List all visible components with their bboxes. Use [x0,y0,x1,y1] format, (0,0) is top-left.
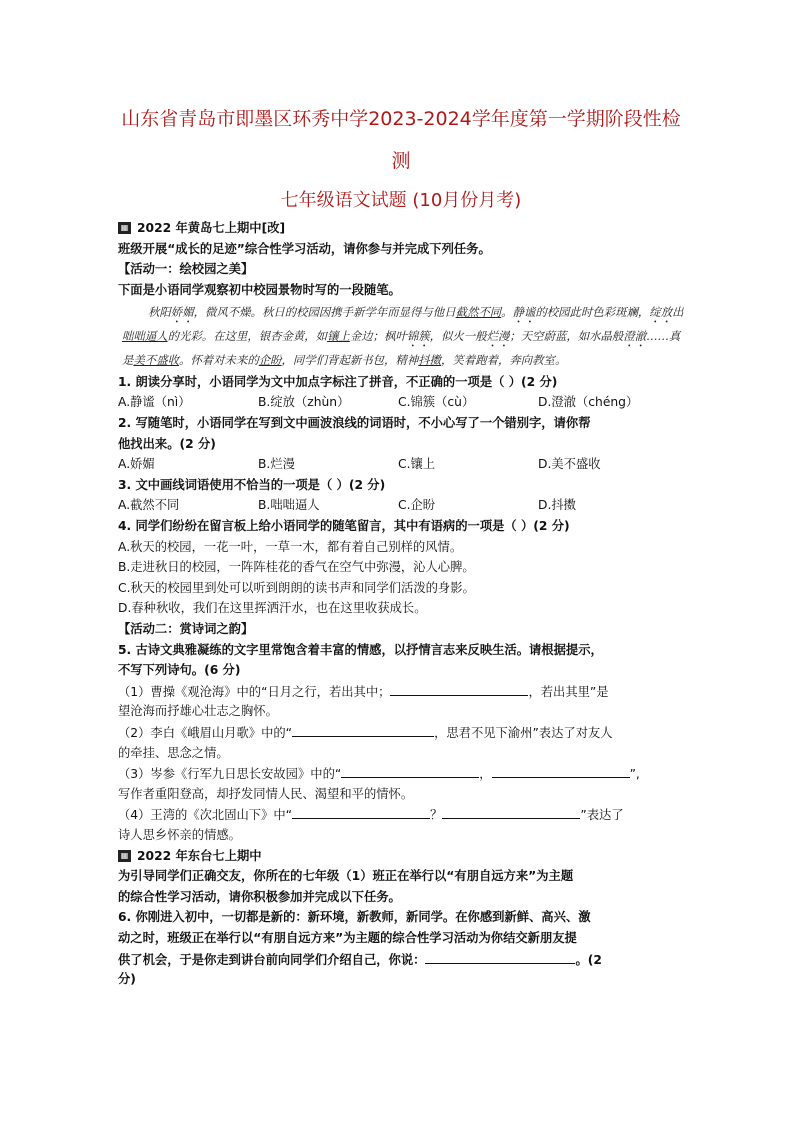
answer-blank[interactable] [292,804,430,819]
question-5-4-cont: 诗人思乡怀亲的情感。 [118,827,241,842]
exam-title-line1: 山东省青岛市即墨区环秀中学2023-2024学年度第一学期阶段性检 [121,108,681,130]
activity-heading-1: 【活动一：绘校园之美】 [118,262,254,277]
option-a: A.截然不同 [118,498,180,513]
section-intro: 班级开展“成长的足迹”综合性学习活动，请你参与并完成下列任务。 [118,241,491,256]
exam-content [118,218,684,990]
question-4: 4. 同学们纷纷在留言板上给小语同学的随笔留言，其中有语病的一项是（ ）(2 分) [118,519,570,534]
section2-intro-line2: 的综合性学习活动，请你积极参加并完成以下任务。 [118,889,401,904]
question-5-4: （4）王湾的《次北固山下》中“ ？ ”表达了 [118,804,684,825]
option-c: C.企盼 [398,498,436,513]
option-a: A.静谧（nì） [118,395,191,410]
question-5-2: （2）李白《峨眉山月歌》中的“ ，思君不见下渝州”表达了对友人 [118,722,684,743]
question-5-line1: 5. 古诗文典雅凝练的文字里常饱含着丰富的情感，以抒情言志来反映生活。请根据提示， [118,642,603,657]
question-6-line2: 动之时，班级正在举行以“有朋自远方来”为主题的综合性学习活动为你结交新朋友提 [118,930,577,945]
answer-blank[interactable] [425,949,575,964]
exam-source-icon: ▦ [118,222,131,234]
option-d: D.美不盛收 [538,457,601,472]
source-text: 2022 年黄岛七上期中[改] [137,221,286,235]
question-3-options [118,495,684,516]
question-5-3-cont: 写作者重阳登高，却抒发同情人民、渴望和平的情怀。 [118,786,414,801]
option-c: C.锦簇（cù） [398,395,475,410]
question-1: 1. 朗读分享时，小语同学为文中加点字标注了拼音，不正确的一项是（ ）(2 分) [118,374,558,389]
question-5-1-cont: 望沧海而抒雄心壮志之胸怀。 [118,704,278,719]
answer-blank[interactable] [390,681,528,696]
question-5-1: （1）曹操《观沧海》中的“日月之行，若出其中； ，若出其里”是 [118,681,684,702]
question-1-options [118,392,684,413]
question-2-line1: 2. 写随笔时，小语同学在写到文中画波浪线的词语时，不小心写了一个错别字，请你帮 [118,416,591,431]
source-line-1 [118,218,684,239]
option-d: D.抖擞 [538,498,576,513]
essay-passage: 秋阳娇媚，微风不燥。秋日的校园因携手新学年而显得与他日截然不同。静谧的校园此时色彩斑斓，绽放出咄咄逼人的光彩。在这里，银杏金黄，如镶上金边；枫叶锦簇，似火一般烂漫；天空蔚蓝，如水晶般澄澈……真是美不盛收。怀着对未来的企盼，同学们背起新书包，精神抖擞，笑着跑着，奔向教室。 [122,305,684,368]
activity-heading-2: 【活动二：赏诗词之韵】 [118,622,254,636]
exam-subtitle: 七年级语文试题 (10月份月考) [280,190,522,211]
answer-blank[interactable] [292,722,434,737]
question-5-3: （3）岑参《行军九日思长安故园》中的“ ， ”, [118,763,684,784]
option-b: B.走进秋日的校园，一阵阵桂花的香气在空气中弥漫，沁人心脾。 [118,560,475,575]
option-b: B.烂漫 [258,457,295,472]
question-2-options [118,454,684,475]
option-a: A.秋天的校园，一花一叶，一草一木，都有着自己别样的风情。 [118,539,463,554]
question-6-line3: 供了机会，于是你走到讲台前向同学们介绍自己，你说： 。(2 [118,949,684,970]
option-d: D.澄澈（chéng） [538,395,639,410]
question-5-2-cont: 的牵挂、思念之情。 [118,745,229,760]
activity-description: 下面是小语同学观察初中校园景物时写的一段随笔。 [118,282,401,297]
option-b: B.绽放（zhùn） [258,395,350,410]
answer-blank[interactable] [442,804,580,819]
source-text: 2022 年东台七上期中 [137,848,262,863]
option-b: B.咄咄逼人 [258,498,320,513]
question-6-line4: 分) [118,972,136,987]
exam-title-line2: 测 [391,150,411,172]
question-2-line2: 他找出来。(2 分) [118,436,216,451]
question-5-line2: 不写下列诗句。(6 分) [118,663,241,678]
source-line-2 [118,846,684,867]
question-3: 3. 文中画线词语使用不恰当的一项是（ ）(2 分) [118,477,386,492]
option-d: D.春种秋收，我们在这里挥洒汗水，也在这里收获成长。 [118,601,427,616]
question-6-line1: 6. 你刚进入初中，一切都是新的：新环境，新教师，新同学。在你感到新鲜、高兴、激 [118,910,591,925]
option-c: C.秋天的校园里到处可以听到朗朗的读书声和同学们活泼的身影。 [118,580,475,595]
answer-blank[interactable] [492,763,630,778]
answer-blank[interactable] [341,763,479,778]
option-a: A.娇媚 [118,457,155,472]
section2-intro-line1: 为引导同学们正确交友，你所在的七年级（1）班正在举行以“有朋自远方来”为主题 [118,869,574,884]
exam-source-icon: ▦ [118,850,131,862]
option-c: C.镶上 [398,457,436,472]
